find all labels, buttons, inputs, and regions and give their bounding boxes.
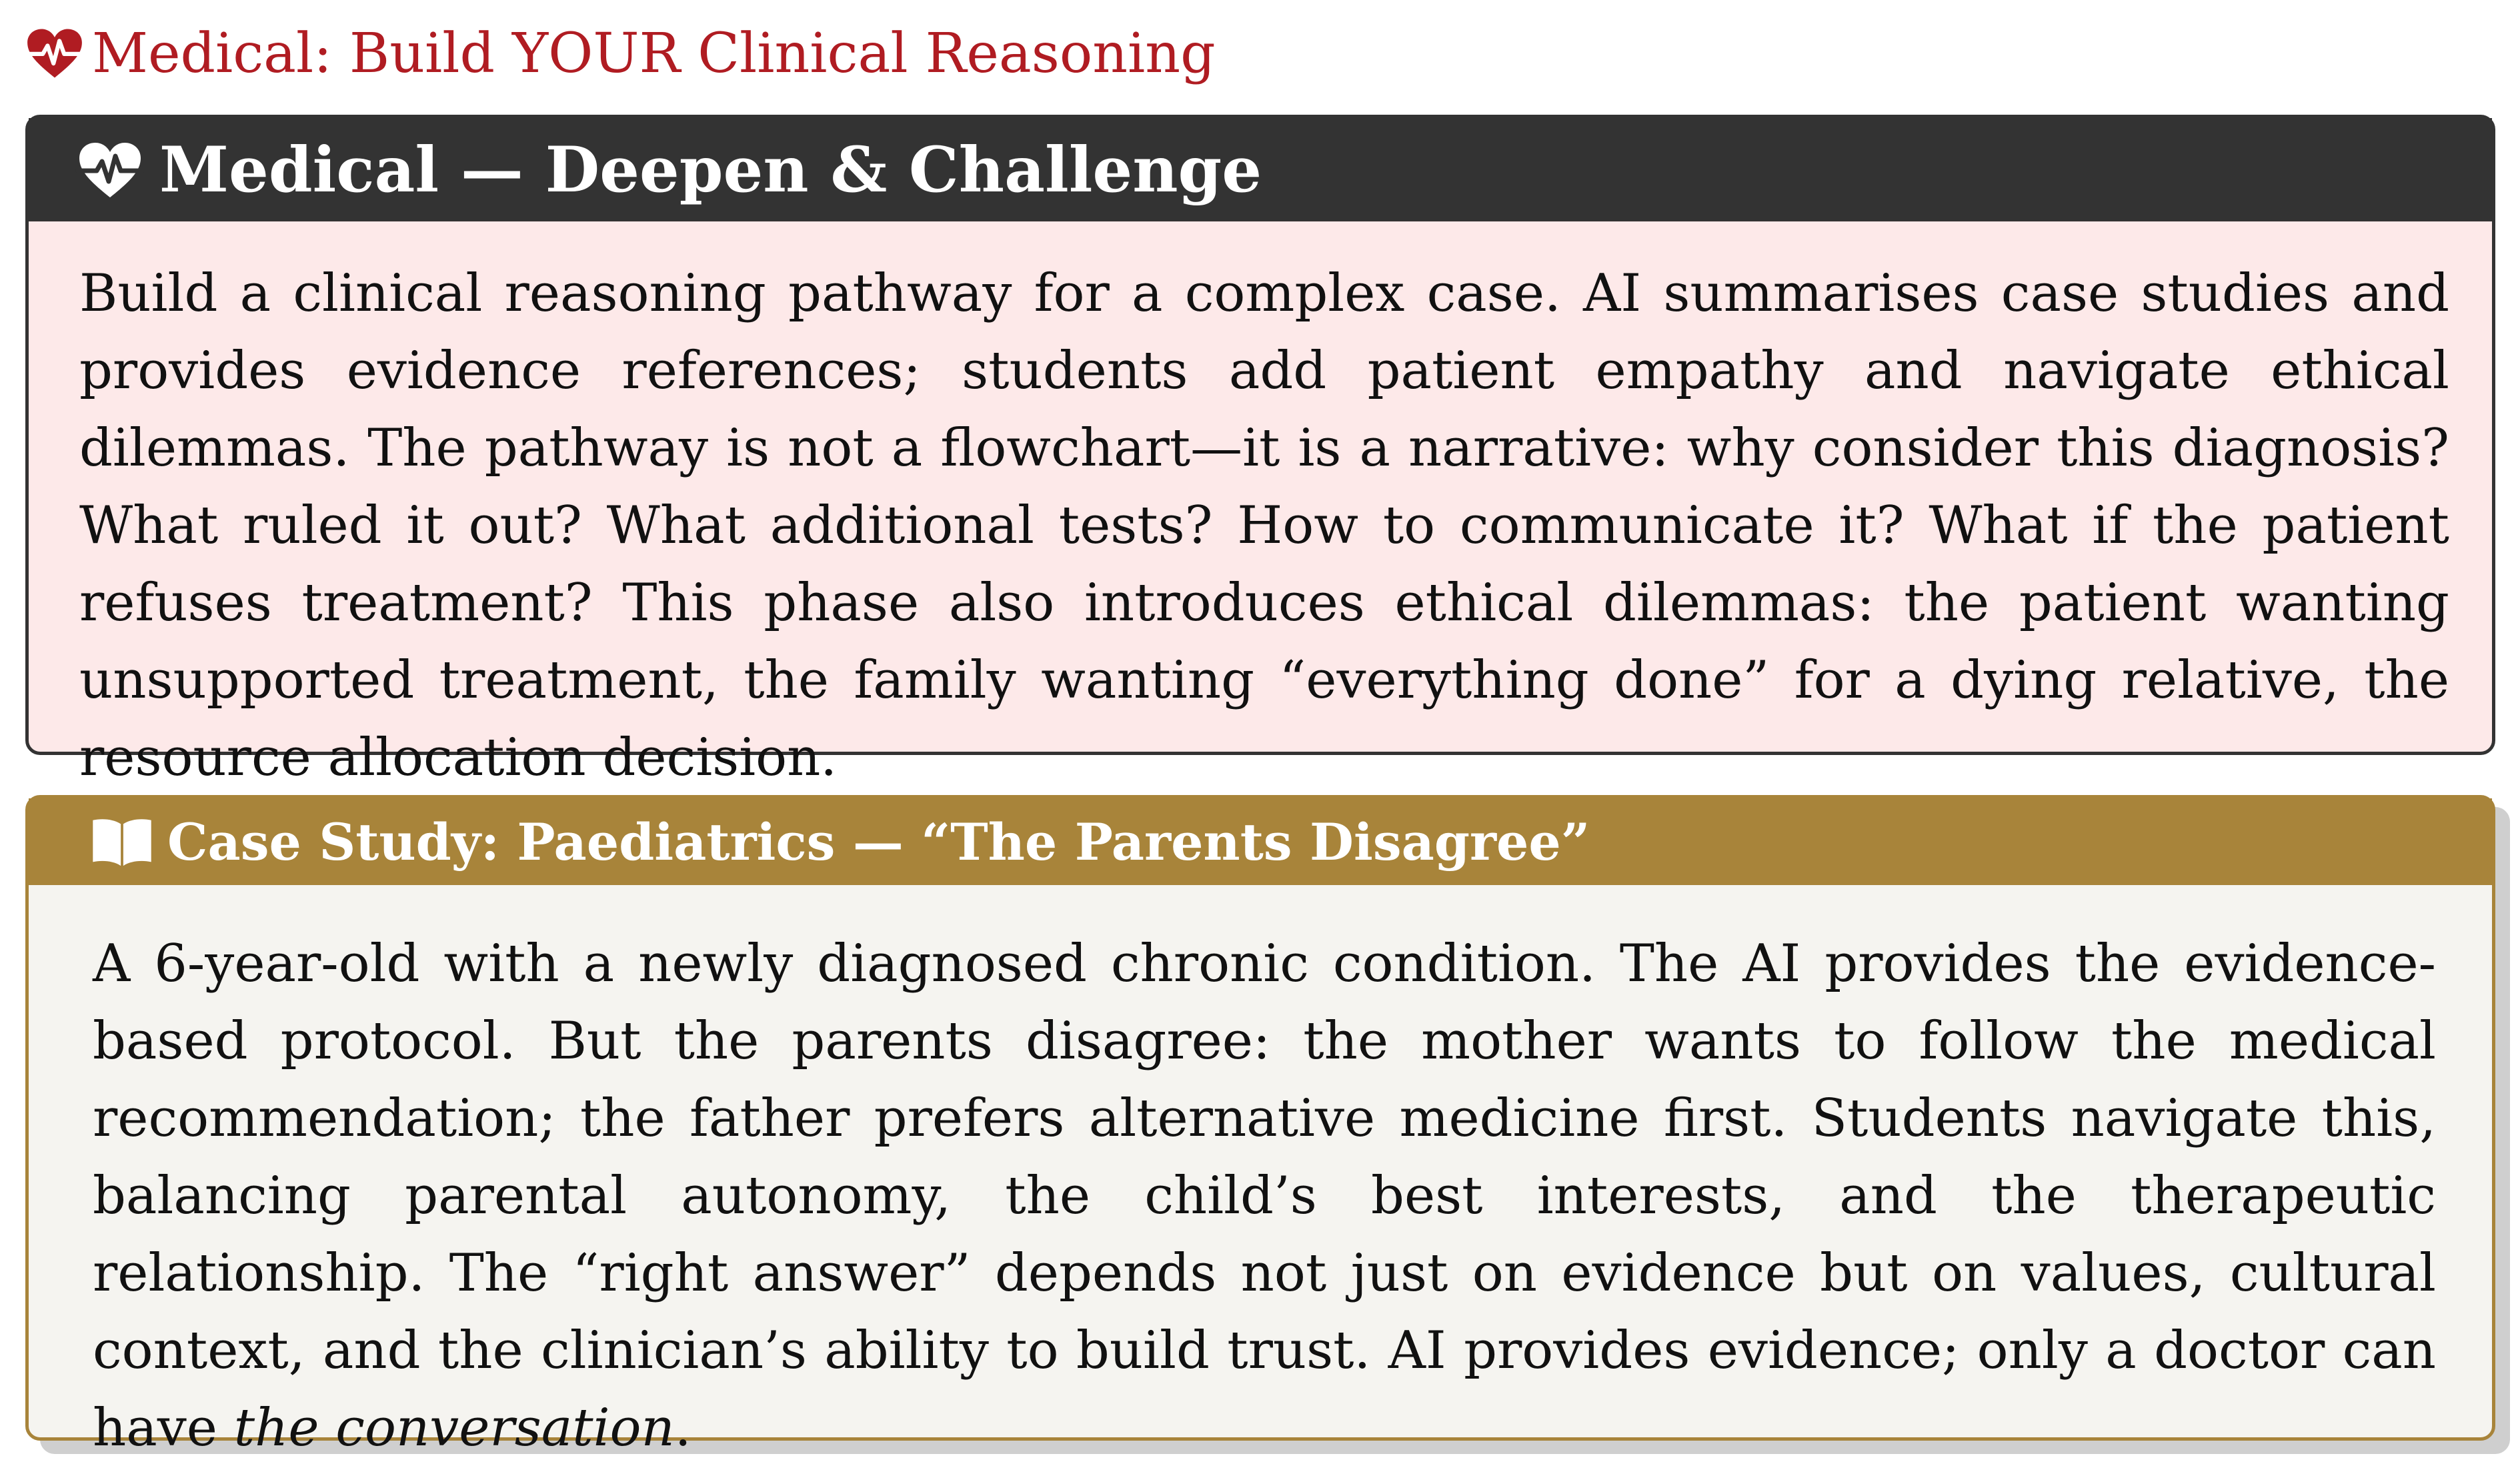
heartbeat-icon — [24, 27, 85, 80]
case-study-text-end: . — [674, 1398, 692, 1458]
open-book-icon — [90, 816, 154, 867]
deepen-challenge-body: Build a clinical reasoning pathway for a complex case. AI summarises case studies and provides evidence references; students add patient empathy and navigate ethical dilemmas. The pathway is not a flowchart—it is a narrative: why consider this diagnosis? What ruled it out? What additional tests? How to communicate it? What if the patient refuses treatment? This phase also introduces ethical dilemmas: the patient wanting unsupported treatment, the family wanting “everything done” for a dying relative, the resource allocation decision. — [79, 263, 2449, 788]
section-heading — [24, 13, 1216, 93]
heartbeat-icon — [75, 140, 145, 200]
deepen-challenge-header — [29, 118, 2492, 221]
deepen-challenge-title: Medical — Deepen & Challenge — [159, 133, 1262, 207]
case-study-text: A 6-year-old with a newly diagnosed chronic condition. The AI provides the evidence-based protocol. But the parents disagree: the mother wants to follow the medical recommendation; the father prefers alternative medicine first. Students navigate this, balancing parental autonomy, the child’s best interests, and the therapeutic relationship. The “right answer” depends not just on evidence but on values, cultural context, and the clinician’s ability to build trust. AI provides evidence; only a doctor can have — [93, 934, 2436, 1458]
section-title-text: Medical: Build YOUR Clinical Reasoning — [92, 21, 1216, 85]
case-study-header — [29, 798, 2492, 885]
case-study-body — [29, 885, 2492, 1467]
case-study-title: Case Study: Paediatrics — “The Parents Disagree” — [167, 812, 1590, 872]
case-study-emphasis: the conversation — [233, 1398, 675, 1458]
case-study-box — [25, 795, 2495, 1458]
deepen-challenge-box — [25, 115, 2495, 788]
